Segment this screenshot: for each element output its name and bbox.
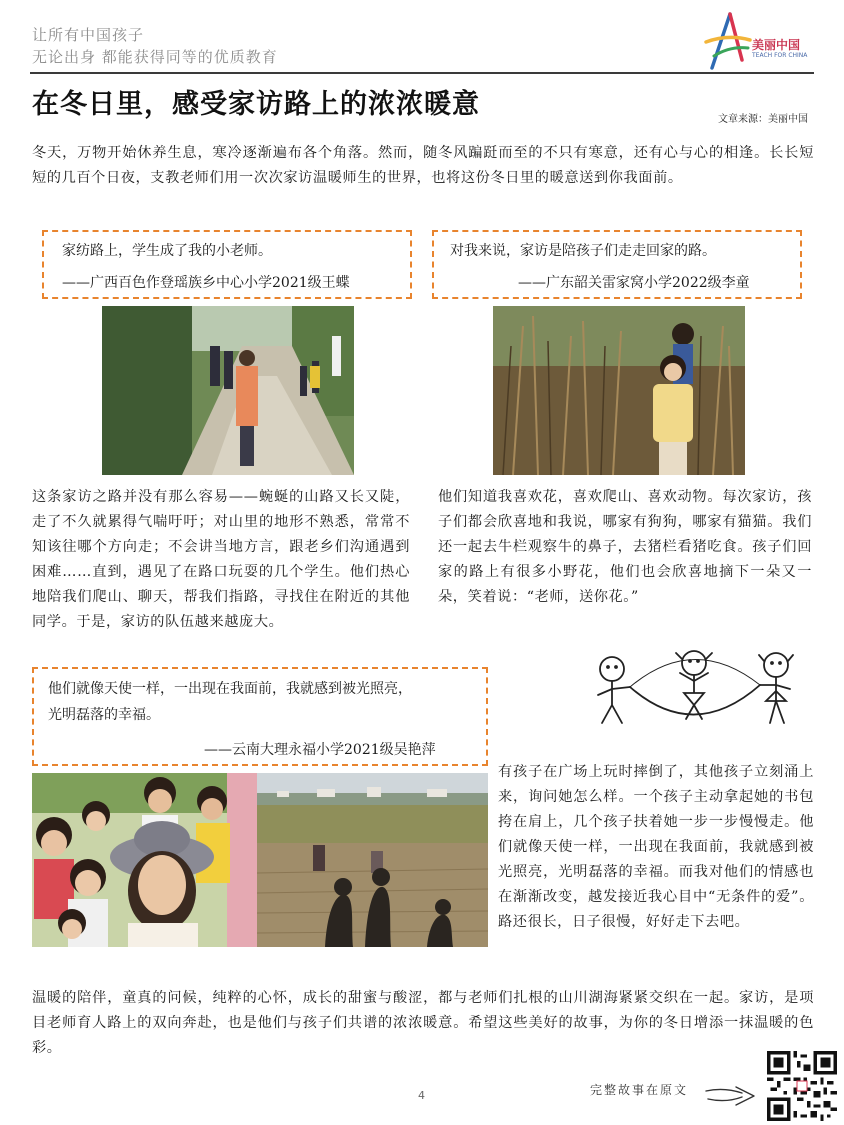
arrow-right-icon [704,1085,756,1111]
quote-3-attribution: ——云南大理永福小学2021级吴艳萍 [204,742,436,758]
read-more-link[interactable]: 完整故事在原文 [590,1083,689,1097]
slogan-line-2: 无论出身 都能获得同等的优质教育 [32,48,278,66]
qr-code-icon[interactable] [767,1051,837,1121]
paragraph-left: 这条家访之路并没有那么容易——蜿蜒的山路又长又陡，走了不久就累得气喘吁吁；对山里的地形不熟悉，常常不知该往哪个方向走；不会讲当地方言，跟老乡们沟通遇到困难……直到，遇见了在路口玩耍的几个学生。他们热心地陪我们爬山、聊天，帮我们指路，寻找住在附近的其他同学。于是，家访的队伍越来越庞大。 [32,489,410,630]
photo-mountain-road [102,306,354,475]
quote-2-text: 对我来说，家访是陪孩子们走走回家的路。 [450,243,716,259]
article-source: 文章来源：美丽中国 [718,114,808,125]
quote-box-3 [32,667,488,766]
article-title: 在冬日里，感受家访路上的浓浓暖意 [32,89,480,120]
page-number: 4 [418,1089,425,1102]
photo-field-shadows [257,773,488,947]
photo-selfie-with-students [32,773,257,947]
paragraph-middle: 有孩子在广场上玩时摔倒了，其他孩子立刻涌上来，询问她怎么样。一个孩子主动拿起她的书包挎在肩上，几个孩子扶着她一步一步慢慢走。他们就像天使一样，一出现在我面前，我就感到被光照亮，光明磊落的幸福。而我对他们的情感也在渐渐改变，越发接近我心目中“无条件的爱”。路还很长，日子很慢，好好走下去吧。 [498,764,814,930]
logo-text-en: TEACH FOR CHINA [752,52,808,59]
conclusion-paragraph: 温暖的陪伴，童真的问候，纯粹的心怀，成长的甜蜜与酸涩，都与老师们扎根的山川湖海紧紧交织在一起。家访，是项目老师育人路上的双向奔赴，也是他们与孩子们共谱的浓浓暖意。希望这些美好的故事，为你的冬日增添一抹温暖的色彩。 [32,990,814,1056]
quote-1-text: 家纺路上，学生成了我的小老师。 [62,243,272,259]
photo-girl-in-grass [493,306,745,475]
slogan [32,24,278,68]
logo-text-cn: 美丽中国 [752,38,801,52]
kids-jump-rope-doodle [590,643,812,725]
quote-2-attribution: ——广东韶关雷家窝小学2022级李童 [518,275,750,291]
quote-3-line-1: 他们就像天使一样，一出现在我面前，我就感到被光照亮， [48,681,412,697]
quote-1-attribution: ——广西百色作登瑶族乡中心小学2021级王蝶 [62,275,350,291]
quote-box-1 [42,230,412,299]
quote-box-2 [432,230,802,299]
paragraph-right: 他们知道我喜欢花，喜欢爬山、喜欢动物。每次家访，孩子们都会欣喜地和我说，哪家有狗狗，哪家有猫猫。我们还一起去牛栏观察牛的鼻子，去猪栏看猪吃食。孩子们回家的路上有很多小野花，他们也会欣喜地摘下一朵又一朵，笑着说：“老师，送你花。” [438,489,812,605]
quote-3-line-2: 光明磊落的幸福。 [48,707,160,723]
teach-for-china-logo [704,12,816,72]
header-divider [30,72,814,74]
teach-for-china-star-icon [704,12,754,70]
intro-paragraph: 冬天，万物开始休养生息，寒冷逐渐遍布各个角落。然而，随冬风蹁跹而至的不只有寒意，还有心与心的相逢。长长短短的几百个日夜，支教老师们用一次次家访温暖师生的世界，也将这份冬日里的暖意送到你我面前。 [32,145,814,186]
slogan-line-1: 让所有中国孩子 [32,26,145,44]
